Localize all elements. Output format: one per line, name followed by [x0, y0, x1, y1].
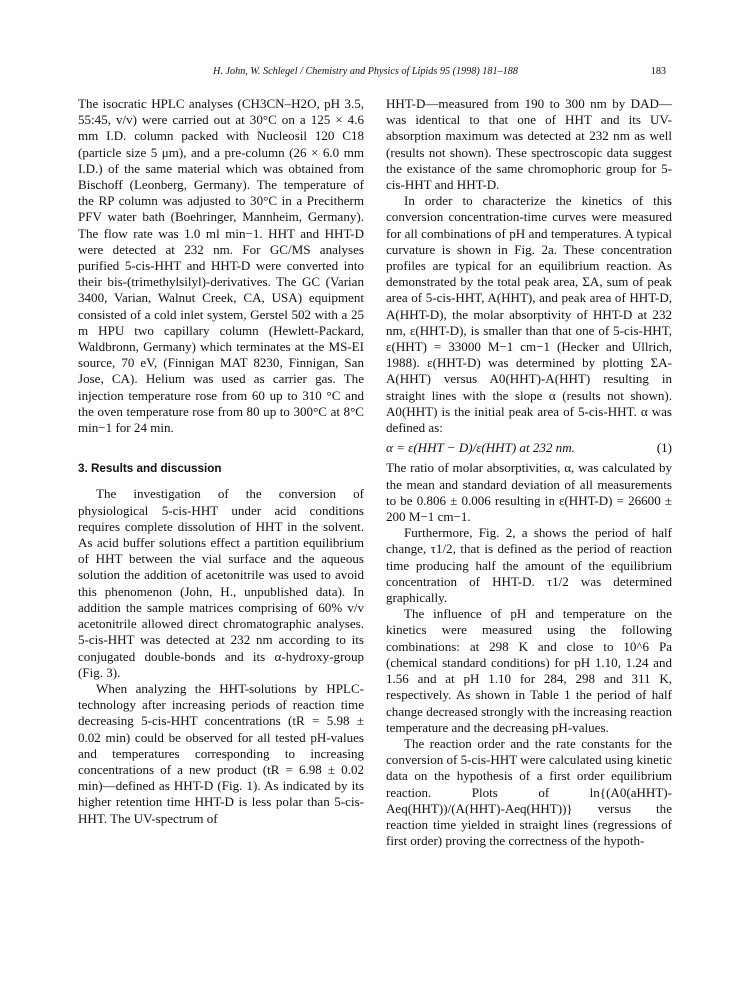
- page-number: 183: [650, 66, 666, 77]
- left-column: [78, 96, 364, 827]
- results-paragraph-2: When analyzing the HHT-solutions by HPLC-technology after increasing periods of reaction time decreasing 5-cis-HHT concentrations (tR = 5.98 ± 0.02 min) could be observed for all tested pH-values and temperatures corresponding to increasing concentrations of a new product (tR = 6.98 ± 0.02 min)—defined as HHT-D (Fig. 1). As indicated by its higher retention time HHT-D is less polar than 5-cis-HHT. The UV-spectrum of: [78, 680, 364, 826]
- equation-1: [386, 440, 672, 456]
- running-title: H. John, W. Schlegel / Chemistry and Physics of Lipids 95 (1998) 181–188: [213, 66, 518, 77]
- half-change-paragraph: Furthermore, Fig. 2, a shows the period of half change, τ1/2, that is defined as the period of reaction time producing half the amount of the equilibrium concentration of HHT-D. τ1/2 was determined graphically.: [386, 525, 672, 606]
- kinetics-paragraph: In order to characterize the kinetics of this conversion concentration-time curves were measured for all combinations of pH and temperatures. A typical curvature is shown in Fig. 2a. These concentration profiles are typical for an equilibrium reaction. As demonstrated by the total peak area, ΣA, sum of peak area of 5-cis-HHT, A(HHT), and peak area of HHT-D, A(HHT-D), the molar absorptivity of HHT-D at 232 nm, ε(HHT-D), is smaller than that one of 5-cis-HHT, ε(HHT) = 33000 M−1 cm−1 (Hecker and Ullrich, 1988). ε(HHT-D) was determined by plotting ΣA-A(HHT) versus A0(HHT)-A(HHT) resulting in straight lines with the slope α (results not shown). A0(HHT) is the initial peak area of 5-cis-HHT. α was defined as:: [386, 193, 672, 436]
- reaction-order-paragraph: The reaction order and the rate constants for the conversion of 5-cis-HHT were calculated using kinetic data on the hypothesis of a first order equilibrium reaction. Plots of ln{(A0(aHHT)-Aeq(HHT))/(A(HHT)-Aeq(HHT))} versus the reaction time yielded in straight lines (regressions of first order) proving the correctness of the hypoth-: [386, 735, 672, 849]
- section-title: 3. Results and discussion: [78, 462, 222, 476]
- absorptivity-paragraph: The ratio of molar absorptivities, α, was calculated by the mean and standard deviation of all measurements to be 0.806 ± 0.006 resulting in ε(HHT-D) = 26600 ± 200 M−1 cm−1.: [386, 460, 672, 525]
- running-header: [0, 66, 731, 82]
- methods-paragraph: The isocratic HPLC analyses (CH3CN–H2O, pH 3.5, 55:45, v/v) were carried out at 30°C on a 125 × 4.6 mm I.D. column packed with Nucleosil 120 C18 (particle size 5 μm), and a pre-column (26 × 6.0 mm I.D.) of the same material which was obtained from Bischoff (Leonberg, Germany). The temperature of the RP column was adjusted to 30°C in a Precitherm PFV water bath (Boehringer, Mannheim, Germany). The flow rate was 1.0 ml min−1. HHT and HHT-D were detected at 232 nm. For GC/MS analyses purified 5-cis-HHT and HHT-D were converted into their bis-(trimethylsilyl)-derivatives. The GC (Varian 3400, Varian, Walnut Creek, CA, USA) equipment consisted of a cold inlet system, Gerstel 502 with a 25 m HPU two capillary column (Hewlett-Packard, Waldbronn, Germany) which terminates at the MS-EI source, 70 eV, (Finnigan MAT 8230, Finnigan, San Jose, CA). Helium was used as carrier gas. The injection temperature rose from 60 up to 310 °C and the oven temperature rose from 80 up to 300°C at 8°C min−1 for 24 min.: [78, 96, 364, 436]
- ph-temperature-paragraph: The influence of pH and temperature on the kinetics were measured using the following combinations: at 298 K and close to 10^6 Pa (chemical standard conditions) for pH 1.10, 1.24 and 1.56 and at pH 1.10 for 284, 298 and 311 K, respectively. As shown in Table 1 the period of half change decreased strongly with the increasing reaction temperature and the decreasing pH-values.: [386, 606, 672, 735]
- uv-spectrum-paragraph: HHT-D—measured from 190 to 300 nm by DAD—was identical to that one of HHT and its UV-absorption maximum was detected at 232 nm as well (results not shown). These spectroscopic data suggest the existance of the same chromophoric group for 5-cis-HHT and HHT-D.: [386, 96, 672, 193]
- equation-body: α = ε(HHT − D)/ε(HHT) at 232 nm.: [386, 440, 575, 456]
- results-paragraph-1: The investigation of the conversion of physiological 5-cis-HHT under acid conditions requires complete dissolution of HHT in the solvent. As acid buffer solutions effect a partition equilibrium of HHT between the vial surface and the aqueous solution the addition of acetonitrile was used to avoid this phenomenon (John, H., unpublished data). In addition the sample matrices comprising of 60% v/v acetonitrile allowed direct chromatographic analyses. 5-cis-HHT was detected at 232 nm according to its conjugated double-bonds and its α-hydroxy-group (Fig. 3).: [78, 486, 364, 680]
- right-column: [386, 96, 672, 849]
- equation-number: (1): [656, 440, 672, 456]
